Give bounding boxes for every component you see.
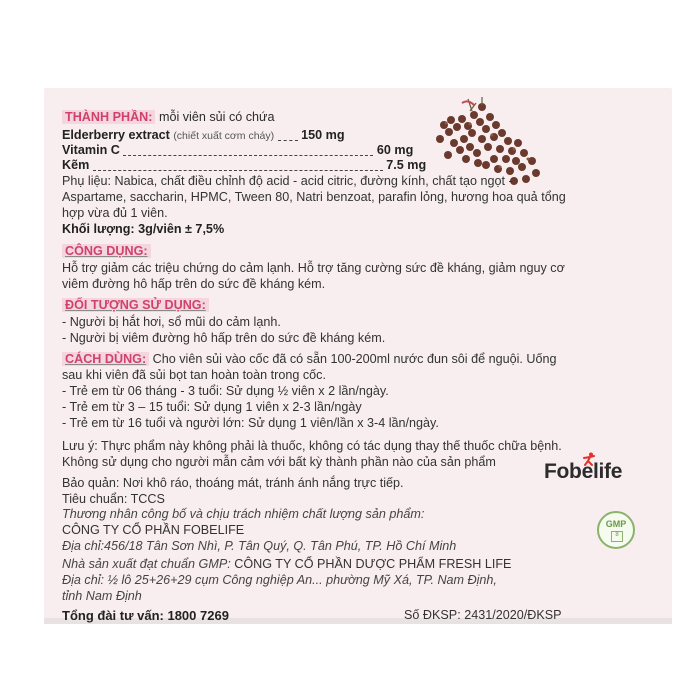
target-line-1: - Người bị hắt hơi, sổ mũi do cảm lạnh. bbox=[62, 315, 281, 329]
registration-number: Số ĐKSP: 2431/2020/ĐKSP bbox=[404, 608, 562, 622]
gmp-badge bbox=[597, 511, 635, 549]
vitaminc-name: Vitamin C bbox=[62, 143, 120, 157]
target-header: ĐỐI TƯỢNG SỬ DỤNG: bbox=[62, 298, 209, 312]
zinc-amount: 7.5 mg bbox=[386, 158, 427, 172]
directions-line-4: - Trẻ em từ 3 – 15 tuổi: Sử dụng 1 viên x 2-3 lần/ngày bbox=[62, 400, 362, 414]
vitaminc-amount: 60 mg bbox=[376, 143, 414, 157]
directions-header: CÁCH DÙNG: bbox=[62, 352, 149, 366]
uses-line-2: viêm đường hô hấp trên do sức đề kháng kém. bbox=[62, 277, 326, 291]
elderberry-name: Elderberry extract bbox=[62, 128, 170, 142]
dot-leader bbox=[93, 161, 383, 171]
gmp-badge-sub: 8 bbox=[611, 531, 623, 542]
composition-header: THÀNH PHẦN: bbox=[62, 110, 155, 124]
excipients-line-1: Phụ liệu: Nabica, chất điều chỉnh độ acid - acid citric, đường kính, chất tạo ngọt - bbox=[62, 174, 513, 188]
standard: Tiêu chuẩn: TCCS bbox=[62, 492, 165, 506]
target-header-row bbox=[62, 298, 209, 313]
vitaminc-row bbox=[62, 143, 413, 158]
uses-header: CÔNG DỤNG: bbox=[62, 244, 151, 258]
composition-intro: mỗi viên sủi có chứa bbox=[158, 110, 275, 124]
elderberry-amount: 150 mg bbox=[301, 128, 345, 142]
manufacturer-row bbox=[62, 557, 511, 572]
target-line-2: - Người bị viêm đường hô hấp trên do sức đề kháng kém. bbox=[62, 331, 386, 345]
note-line-2: Không sử dụng cho người mẫn cảm với bất kỳ thành phần nào của sản phẩm bbox=[62, 455, 496, 469]
directions-line-3: - Trẻ em từ 06 tháng - 3 tuổi: Sử dụng ½ viên x 2 lần/ngày. bbox=[62, 384, 389, 398]
uses-line-1: Hỗ trợ giảm các triệu chứng do cảm lạnh. Hỗ trợ tăng cường sức đề kháng, giảm nguy cơ bbox=[62, 261, 565, 275]
trader-name: CÔNG TY CỔ PHẦN FOBELIFE bbox=[62, 523, 245, 537]
excipients-line-2: Aspartame, saccharin, HPMC, Tween 80, Natri benzoat, parafin lỏng, hương hoa quả tổng bbox=[62, 190, 566, 204]
fobelife-logo: Fobelife bbox=[544, 460, 623, 483]
gmp-badge-text: GMP bbox=[605, 519, 627, 529]
manufacturer-name: CÔNG TY CỔ PHẦN DƯỢC PHẨM FRESH LIFE bbox=[234, 557, 512, 571]
manufacturer-label: Nhà sản xuất đạt chuẩn GMP: bbox=[62, 557, 231, 571]
zinc-row bbox=[62, 158, 426, 173]
storage: Bảo quản: Nơi khô ráo, thoáng mát, tránh ánh nắng trực tiếp. bbox=[62, 476, 404, 490]
manufacturer-address-1: Địa chỉ: ½ lô 25+26+29 cụm Công nghiệp An... phường Mỹ Xá, TP. Nam Định, bbox=[62, 573, 497, 587]
excipients-line-3: hợp vừa đủ 1 viên. bbox=[62, 206, 168, 220]
dot-leader bbox=[278, 131, 298, 141]
dot-leader bbox=[123, 146, 373, 156]
zinc-name: Kẽm bbox=[62, 158, 90, 172]
composition-row bbox=[62, 110, 274, 125]
directions-row bbox=[62, 352, 557, 367]
directions-line-5: - Trẻ em từ 16 tuổi và người lớn: Sử dụng 1 viên/lần x 3-4 lần/ngày. bbox=[62, 416, 439, 430]
trader-address: Địa chỉ:456/18 Tân Sơn Nhì, P. Tân Quý, Q. Tân Phú, TP. Hồ Chí Minh bbox=[62, 539, 457, 553]
elderberry-note: (chiết xuất cơm cháy) bbox=[173, 130, 275, 142]
trader-label: Thương nhân công bố và chịu trách nhiệm chất lượng sản phẩm: bbox=[62, 507, 425, 521]
hotline: Tổng đài tư vấn: 1800 7269 bbox=[62, 608, 229, 623]
manufacturer-address-2: tỉnh Nam Định bbox=[62, 589, 142, 603]
note-line-1: Lưu ý: Thực phẩm này không phải là thuốc, không có tác dụng thay thế thuốc chữa bệnh. bbox=[62, 439, 562, 453]
weight: Khối lượng: 3g/viên ± 7,5% bbox=[62, 222, 225, 236]
directions-line-1: Cho viên sủi vào cốc đã có sẵn 100-200ml nước đun sôi để nguội. Uống bbox=[152, 352, 557, 366]
elderberry-row bbox=[62, 128, 345, 144]
uses-header-row bbox=[62, 244, 151, 259]
directions-line-2: sau khi viên đã sủi bọt tan hoàn toàn trong cốc. bbox=[62, 368, 326, 382]
